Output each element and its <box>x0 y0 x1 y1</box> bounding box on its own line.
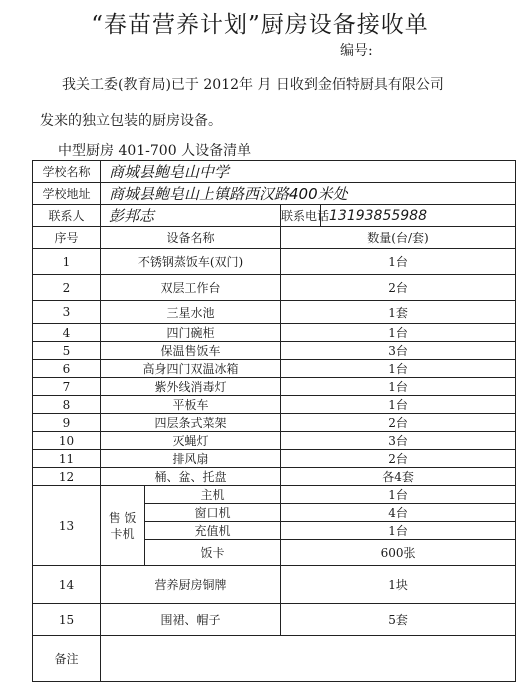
row-no: 11 <box>33 450 101 468</box>
meal-card-group-label-line2: 卡机 <box>110 526 135 541</box>
row-qty: 1台 <box>281 324 516 342</box>
phone-label: 联系电话 <box>281 205 321 227</box>
receipt-statement-line2: 发来的独立包装的厨房设备。 <box>40 113 222 129</box>
table-row <box>33 450 516 468</box>
table-row <box>33 360 516 378</box>
school-address-value: 商城县鲍皂山上镇路西汉路400米处 <box>101 183 516 205</box>
row-name: 双层工作台 <box>101 275 281 301</box>
row-qty: 2台 <box>281 275 516 301</box>
remark-label: 备注 <box>33 636 101 682</box>
contact-value: 彭邦志 <box>101 205 281 227</box>
row-qty: 3台 <box>281 342 516 360</box>
row-name: 桶、盆、托盘 <box>101 468 281 486</box>
row-qty: 1台 <box>281 396 516 414</box>
row-no: 6 <box>33 360 101 378</box>
table-row <box>33 566 516 604</box>
table-row <box>33 324 516 342</box>
row-name: 主机 <box>145 486 281 504</box>
remark-value <box>101 636 516 682</box>
table-row <box>33 396 516 414</box>
row-name: 灭蝇灯 <box>101 432 281 450</box>
row-qty: 2台 <box>281 450 516 468</box>
table-row <box>33 249 516 275</box>
row-name: 紫外线消毒灯 <box>101 378 281 396</box>
row-no: 9 <box>33 414 101 432</box>
row-qty: 1套 <box>281 301 516 324</box>
row-no: 10 <box>33 432 101 450</box>
column-header-name: 设备名称 <box>101 227 281 249</box>
table-row <box>33 468 516 486</box>
row-no: 8 <box>33 396 101 414</box>
row-name: 三星水池 <box>101 301 281 324</box>
contact-label: 联系人 <box>33 205 101 227</box>
column-header-qty: 数量(台/套) <box>281 227 516 249</box>
equipment-table <box>32 160 516 682</box>
row-name: 排风扇 <box>101 450 281 468</box>
row-name: 四层条式菜架 <box>101 414 281 432</box>
row-qty: 2台 <box>281 414 516 432</box>
school-name-value: 商城县鲍皂山中学 <box>101 161 516 183</box>
meal-card-group-label <box>101 486 145 566</box>
column-header-row <box>33 227 516 249</box>
row-no: 13 <box>33 486 101 566</box>
row-qty: 1台 <box>281 249 516 275</box>
table-row <box>33 414 516 432</box>
row-name: 保温售饭车 <box>101 342 281 360</box>
table-row <box>33 342 516 360</box>
row-qty: 1台 <box>281 378 516 396</box>
row-qty: 5套 <box>281 604 516 636</box>
row-qty: 各4套 <box>281 468 516 486</box>
row-qty: 3台 <box>281 432 516 450</box>
row-name: 饭卡 <box>145 540 281 566</box>
row-name: 高身四门双温冰箱 <box>101 360 281 378</box>
school-address-row <box>33 183 516 205</box>
row-qty: 600张 <box>281 540 516 566</box>
row-no: 3 <box>33 301 101 324</box>
contact-row <box>33 205 516 227</box>
row-no: 5 <box>33 342 101 360</box>
row-name: 四门碗柜 <box>101 324 281 342</box>
row-no: 1 <box>33 249 101 275</box>
table-row <box>33 378 516 396</box>
school-name-label: 学校名称 <box>33 161 101 183</box>
column-header-no: 序号 <box>33 227 101 249</box>
school-name-row <box>33 161 516 183</box>
row-qty: 1台 <box>281 522 516 540</box>
row-no: 4 <box>33 324 101 342</box>
table-row <box>33 604 516 636</box>
row-qty: 4台 <box>281 504 516 522</box>
table-row <box>33 301 516 324</box>
row-name: 营养厨房铜牌 <box>101 566 281 604</box>
phone-value: 13193855988 <box>321 205 516 227</box>
row-no: 14 <box>33 566 101 604</box>
meal-card-group-label-line1: 售 饭 <box>108 510 137 525</box>
row-name: 窗口机 <box>145 504 281 522</box>
row-name: 不锈钢蒸饭车(双门) <box>101 249 281 275</box>
serial-number-label: 编号: <box>340 43 373 59</box>
row-qty: 1台 <box>281 486 516 504</box>
remark-row <box>33 636 516 682</box>
school-address-label: 学校地址 <box>33 183 101 205</box>
page-title: “春苗营养计划”厨房设备接收单 <box>91 12 429 38</box>
row-qty: 1台 <box>281 360 516 378</box>
row-no: 7 <box>33 378 101 396</box>
table-row <box>33 275 516 301</box>
equipment-list-title: 中型厨房 401-700 人设备清单 <box>58 143 252 159</box>
table-row <box>33 486 516 504</box>
row-no: 2 <box>33 275 101 301</box>
receipt-statement-line1: 我关工委(教育局)已于 2012年 月 日收到金佰特厨具有限公司 <box>62 77 444 93</box>
row-name: 充值机 <box>145 522 281 540</box>
row-name: 围裙、帽子 <box>101 604 281 636</box>
row-no: 12 <box>33 468 101 486</box>
row-no: 15 <box>33 604 101 636</box>
row-name: 平板车 <box>101 396 281 414</box>
table-row <box>33 432 516 450</box>
row-qty: 1块 <box>281 566 516 604</box>
